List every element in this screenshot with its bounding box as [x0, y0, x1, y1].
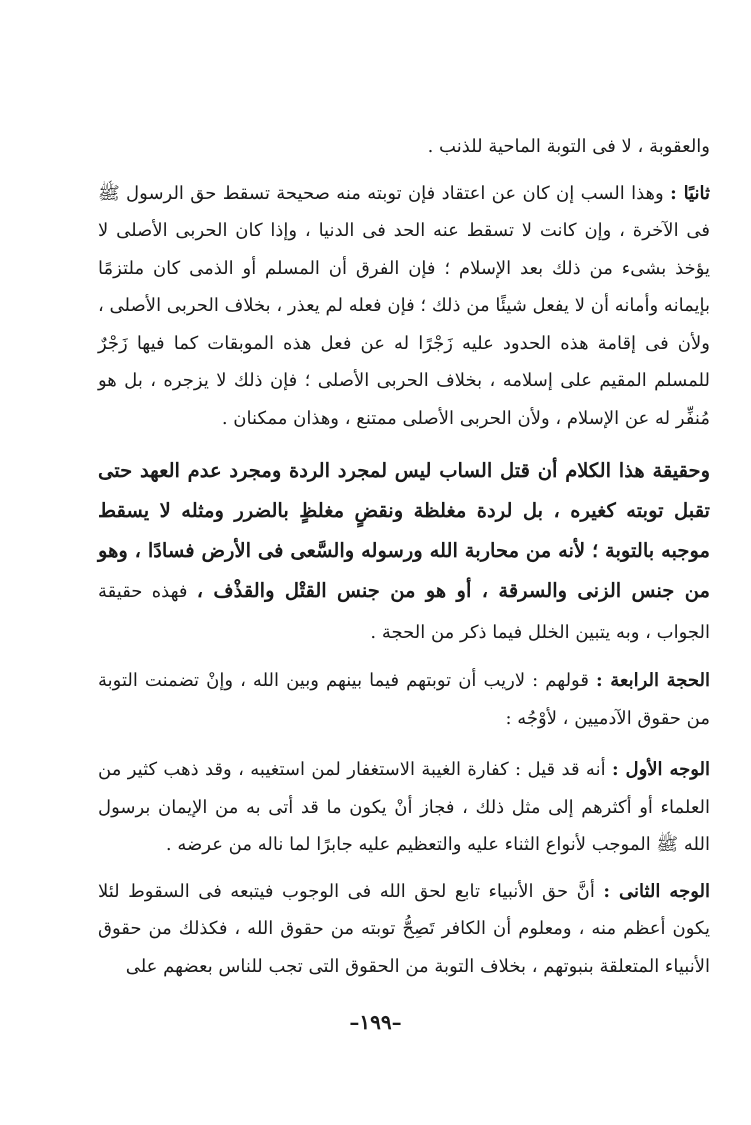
paragraph-2-heading: ثانيًا : — [670, 182, 710, 204]
paragraph-3 — [98, 451, 710, 653]
paragraph-2-text: وهذا السب إن كان عن اعتقاد فإن توبته منه صحيحة تسقط حق الرسول ﷺ فى الآخرة ، وإن كانت لا تسقط عنه الحد فى الدنيا ، وإذا كان الحربى الأصلى لا يؤخذ بشىء من ذلك بعد الإسلام ؛ فإن الفرق أن المسلم أو الذمى كان ملتزمًا بإيمانه وأمانه أن لا يفعل شيئًا من ذلك ؛ فإن فعله لم يعذر ، بخلاف الحربى الأصلى ، ولأن فى إقامة هذه الحدود عليه زَجْرًا له عن فعل هذه الموبقات كما فيها زَجْرٌ للمسلم المقيم على إسلامه ، بخلاف الحربى الأصلى ؛ فإن ذلك لا يزجره ، بل هو مُنفِّر له عن الإسلام ، ولأن الحربى الأصلى ممتنع ، وهذان ممكنان . — [98, 182, 710, 429]
paragraph-4 — [98, 662, 710, 737]
paragraph-4-heading: الحجة الرابعة : — [596, 670, 710, 691]
paragraph-4-text: قولهم : لاريب أن توبتهم فيما بينهم وبين الله ، وإنْ تضمنت التوبة من حقوق الآدميين ، لأوْجُه : — [98, 670, 710, 729]
paragraph-6 — [98, 873, 710, 986]
page-number: –١٩٩– — [349, 1010, 402, 1034]
paragraph-2 — [98, 175, 710, 438]
paragraph-5-text: أنه قد قيل : كفارة الغيبة الاستغفار لمن استغيبه ، وقد ذهب كثير من العلماء أو أكثرهم إلى مثل ذلك ، فجاز أنْ يكون ما قد أتى به من الإيمان برسول الله ﷺ الموجب لأنواع الثناء عليه والتعظيم عليه جابرًا لما ناله من عرضه . — [98, 759, 710, 855]
paragraph-5-heading: الوجه الأول : — [611, 759, 711, 780]
page-body — [98, 128, 710, 985]
paragraph-5 — [98, 751, 710, 864]
paragraph-3-bold-text: وحقيقة هذا الكلام أن قتل الساب ليس لمجرد الردة ومجرد عدم العهد حتى تقبل توبته كغيره ، بل لردة مغلظة ونقضٍ مغلظٍ بالضرر ومثله لا يسقط موجبه بالتوبة ؛ لأنه من محاربة الله ورسوله والسَّعى فى الأرض فسادًا ، وهو من جنس الزنى والسرقة ، أو هو من جنس القتْل والقذْف ، — [98, 459, 710, 602]
paragraph-3-tail: فهذه حقيقة الجواب ، وبه يتبين الخلل فيما ذكر من الحجة . — [98, 581, 710, 643]
paragraph-1-text: والعقوبة ، لا فى التوبة الماحية للذنب . — [427, 136, 710, 157]
paragraph-6-heading: الوجه الثانى : — [603, 880, 710, 902]
paragraph-6-text: أنَّ حق الأنبياء تابع لحق الله فى الوجوب فيتبعه فى السقوط لئلا يكون أعظم منه ، ومعلوم أن الكافر تَصِحُّ توبته من حقوق الله ، فكذلك من حقوق الأنبياء المتعلقة بنبوتهم ، بخلاف التوبة من الحقوق التى تجب للناس بعضهم على — [98, 880, 710, 977]
paragraph-1 — [98, 128, 710, 166]
